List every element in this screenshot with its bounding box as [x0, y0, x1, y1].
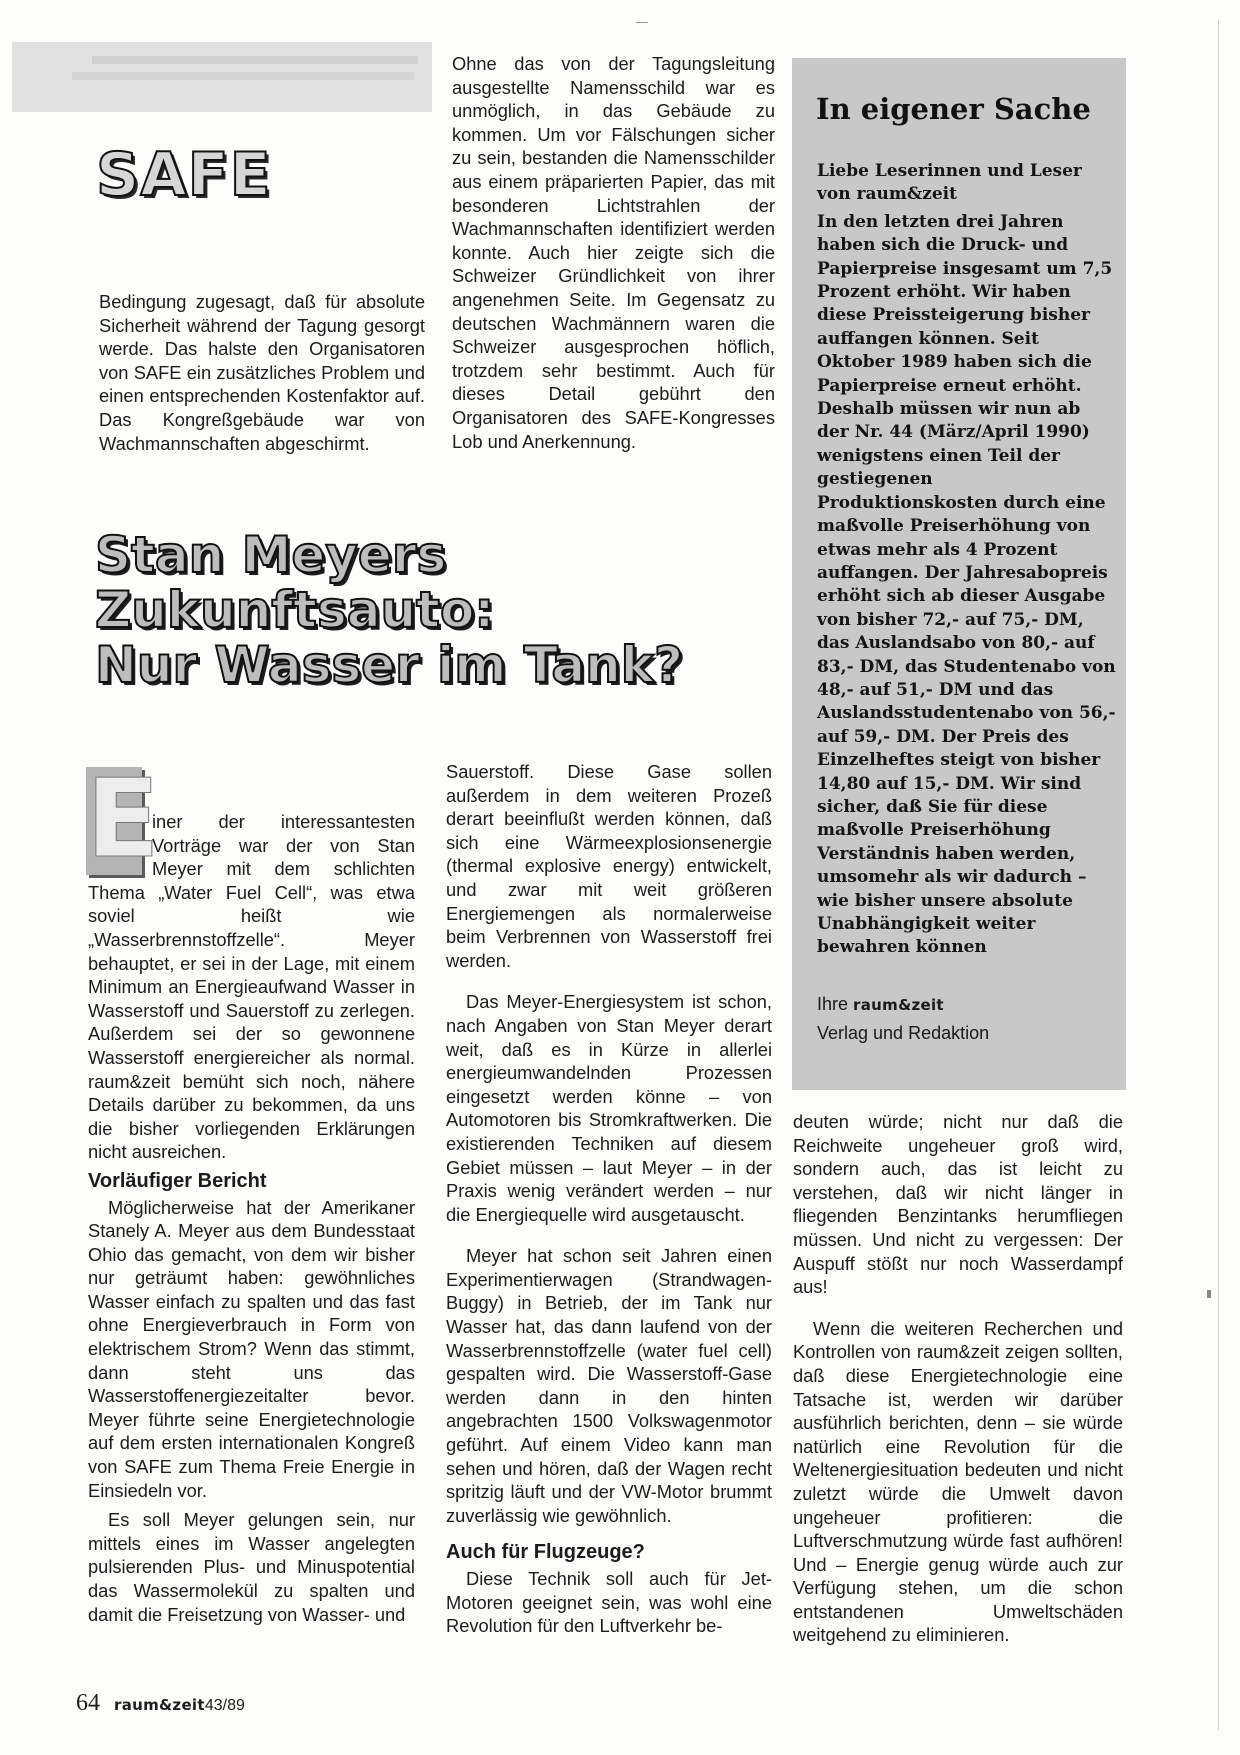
sign-prefix: Ihre — [817, 994, 849, 1014]
paragraph: Meyer hat schon seit Jahren einen Experimentierwagen (Strandwagen-Buggy) in Betrieb, der im Tank nur Wasser hat, das dann laufend von der Wasserbrennstoffzelle (water fuel cell) gespalten wird. Die Wasserstoff-Gase werden dann in den hinten angebrachten 1500 Volkswagenmotor geführt. Auf einem Video kann man sehen und hören, daß der Wagen recht spritzig läuft und der VW-Motor brummt zuverlässig wie gewöhnlich. — [446, 1245, 772, 1526]
sidebar-box — [792, 58, 1126, 1090]
article-column-1 — [86, 757, 415, 1626]
article-column-2 — [446, 760, 772, 1638]
page-number: 64 — [76, 1690, 100, 1716]
paragraph: iner der interessantesten Vorträge war der von Stan Meyer mit dem schlichten Thema „Water Fuel Cell“, was etwa soviel heißt wie „Wasserbrennstoffzelle“. Meyer behauptet, er sei in der Lage, mit einem Minimum an Energieaufwand Wasser in Wasserstoff und Sauerstoff zu zerlegen. Außerdem sei der so gewonnene Wasserstoff energiereicher als normal. raum&zeit bemüht sich noch, nähere Details darüber zu bekommen, da uns die bisher vorliegenden Erklärungen nicht ausreichen. — [88, 811, 415, 1163]
headline-line: Stan Meyers — [95, 526, 447, 584]
intro-left-column — [99, 290, 425, 455]
faded-text — [72, 72, 414, 80]
paragraph: Das Meyer-Energiesystem ist schon, nach Angaben von Stan Meyer derart weit, daß es in Kürze in allerlei energieumwandelnden Prozessen eingesetzt werden könne – von Automotoren bis Stromkraftwerken. Die existierenden Techniken auf diesem Gebiet müssen – laut Meyer – in der Praxis wenig verändert werden – nur die Energiequelle wird ausgetauscht. — [446, 991, 772, 1225]
subheading: Vorläufiger Bericht — [88, 1169, 267, 1192]
sidebar-greeting: Liebe Leserinnen und Leser von raum&zeit — [817, 161, 1082, 205]
scan-mark — [1207, 1290, 1211, 1298]
paragraph: Bedingung zugesagt, daß für absolute Sicherheit während der Tagung gesorgt werde. Das halste den Organisatoren von SAFE ein zusätzliches Problem und einen entsprechenden Kostenfaktor auf. Das Kongreßgebäude war von Wachmannschaften abgeschirmt. — [99, 291, 425, 454]
page-edge-rule — [1218, 20, 1219, 1730]
headline-line: Zukunftsauto: — [95, 581, 495, 639]
brand-logo: raum&zeit — [114, 1696, 205, 1714]
sidebar-signature — [817, 990, 1107, 1047]
paragraph: Ohne das von der Tagungsleitung ausgestellte Namensschild war es unmöglich, in das Gebäude zu kommen. Um vor Fälschungen sicher zu sein, bestanden die Namensschilder aus einem präparierten Papier, das mit besonderen Lichtstrahlen der Wachmannschaften identifiziert werden konnte. Auch hier zeigte sich die Schweizer Gründlichkeit von ihrer angenehmen Seite. Im Gegensatz zu deutschen Wachmännern waren die Schweizer ausgesprochen höflich, trotzdem sehr bestimmt. Auch für dieses Detail gebührt den Organisatoren des SAFE-Kongresses Lob und Anerkennung. — [452, 53, 775, 452]
sidebar-title: In eigener Sache — [816, 92, 1091, 126]
dropcap-letter: E — [86, 757, 160, 882]
faded-header-strip — [12, 42, 432, 112]
scan-mark — [636, 22, 648, 23]
issue-number: 43/89 — [204, 1697, 245, 1714]
article-headline — [95, 528, 735, 693]
paragraph: Möglicherweise hat der Amerikaner Stanely A. Meyer aus dem Bundesstaat Ohio das gemacht, von dem wir bisher nur geträumt haben: gewöhnliches Wasser einfach zu spalten und das fast ohne Energieverbrauch in Form von elektrischem Strom? Wenn das stimmt, dann steht uns das Wasserstoffenergiezeitalter bevor. Meyer führte seine Energietechnologie auf dem ersten internationalen Kongreß von SAFE zum Thema Freie Energie in Einsiedeln vor. — [88, 1196, 415, 1501]
paragraph: deuten würde; nicht nur daß die Reichweite ungeheuer groß wird, sondern auch, das ist leicht zu verstehen, daß wir nicht länger in fliegenden Benzintanks herumfliegen müssen. Und nicht zu vergessen: Der Auspuff stößt nur noch Wasserdampf aus! — [793, 1111, 1123, 1298]
sign-line: Verlag und Redaktion — [817, 1023, 990, 1043]
dropcap — [86, 757, 160, 882]
section-label: SAFE — [96, 140, 272, 210]
article-column-3 — [793, 1110, 1123, 1647]
subheading: Auch für Flugzeuge? — [446, 1541, 645, 1564]
paragraph: Wenn die weiteren Recherchen und Kontrollen von raum&zeit zeigen sollten, daß diese Energietechnologie eine Tatsache ist, werden wir darüber ausführlich berichten, denn – sie würde natürlich eine Revolution für die Weltenergiesituation bedeuten und nicht zuletzt würde die Umwelt davon ungeheuer profitieren: die Luftverschmutzung würde fast aufhören! Und – Energie genug würde auch zur Verfügung stehen, um die schon entstandenen Umweltschäden weitgehend zu eliminieren. — [793, 1317, 1123, 1646]
paragraph: Diese Technik soll auch für Jet-Motoren geeignet sein, was wohl eine Revolution für den Luftverkehr be- — [446, 1568, 772, 1637]
sidebar-body — [817, 160, 1117, 960]
intro-middle-column — [452, 52, 775, 453]
brand-logo: raum&zeit — [853, 996, 944, 1014]
paragraph: Es soll Meyer gelungen sein, nur mittels eines im Wasser angelegten pulsierenden Plus- und Minuspotential das Wassermolekül zu spalten und damit die Freisetzung von Wasser- und — [88, 1509, 415, 1625]
faded-text — [92, 56, 418, 64]
sidebar-text: In den letzten drei Jahren haben sich die Druck- und Papierpreise insgesamt um 7,5 Prozent erhöht. Wir haben diese Preissteigerung bisher auffangen können. Seit Oktober 1989 haben sich die Papierpreise erneut erhöht. Deshalb müssen wir nun ab der Nr. 44 (März/April 1990) wenigstens einen Teil der gestiegenen Produktionskosten durch eine maßvolle Preiserhöhung von etwas mehr als 4 Prozent auffangen. Der Jahresabopreis erhöht sich ab dieser Ausgabe von bisher 72,- auf 75,- DM, das Auslandsabo von 80,- auf 83,- DM, das Studentenabo von 48,- auf 51,- DM und das Auslandsstudentenabo von 56,- auf 59,- DM. Der Preis des Einzelheftes steigt von bisher 14,80 auf 15,- DM. Wir sind sicher, daß Sie für diese maßvolle Preiserhöhung Verständnis haben werden, umsomehr als wir dadurch – wie bisher unsere absolute Unabhängigkeit weiter bewahren können — [817, 211, 1116, 958]
paragraph: Sauerstoff. Diese Gase sollen außerdem in dem weiteren Prozeß derart beeinflußt werden können, daß sich eine Wärmeexplosionsenergie (thermal explosive energy) entwickelt, und zwar mit weit größeren Energiemengen als normalerweise beim Verbrennen von Wasserstoff frei werden. — [446, 761, 772, 971]
headline-line: Nur Wasser im Tank? — [95, 636, 684, 694]
page-footer — [76, 1690, 245, 1717]
